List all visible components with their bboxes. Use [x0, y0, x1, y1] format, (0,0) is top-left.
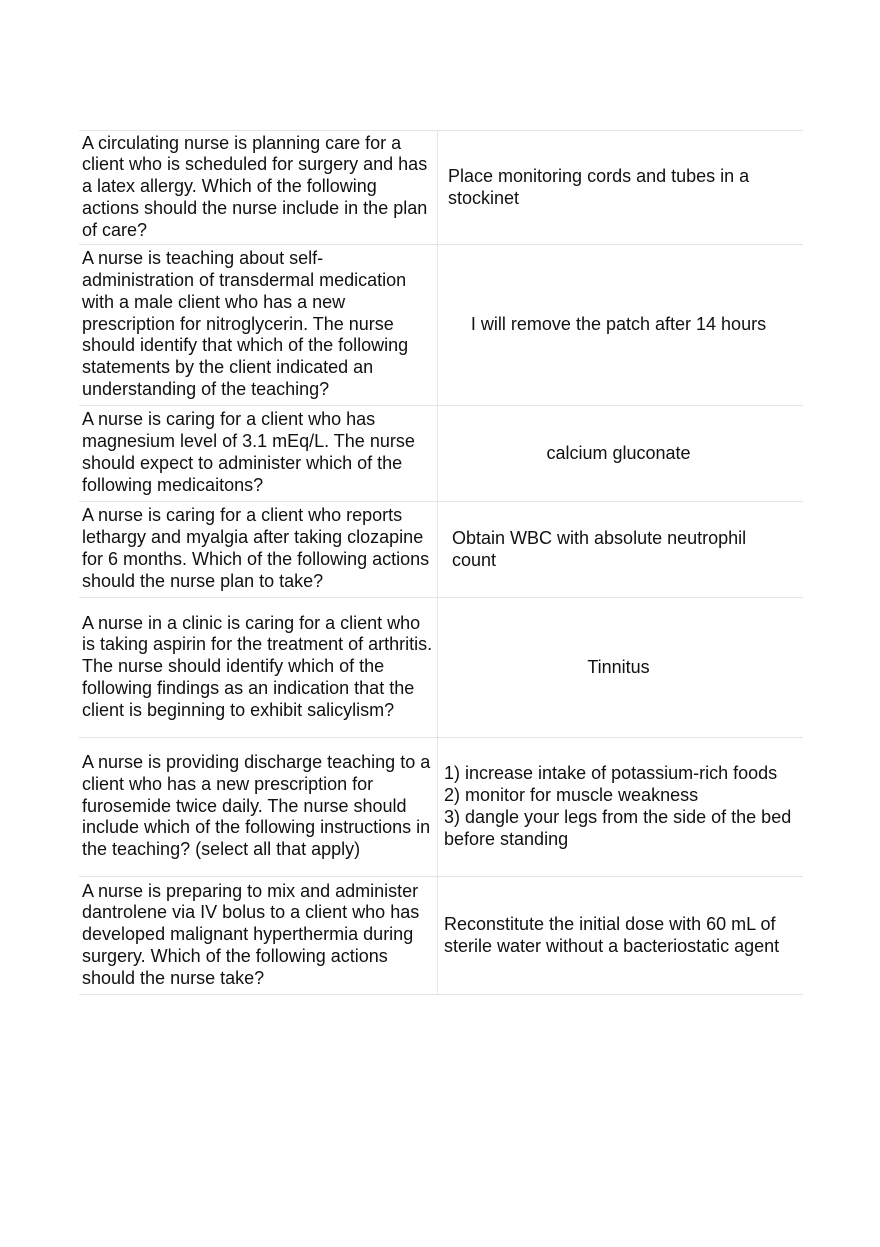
question-cell: A circulating nurse is planning care for a client who is scheduled for surgery and has a latex allergy. Which of the following actions should the nurse include in the plan of care?: [79, 131, 438, 245]
question-cell: A nurse in a clinic is caring for a client who is taking aspirin for the treatment of arthritis. The nurse should identify which of the following findings as an indication that the client is beginning to exhibit salicylism?: [79, 598, 438, 738]
answer-line: 3) dangle your legs from the side of the bed before standing: [444, 807, 792, 849]
flashcard-row: [79, 406, 803, 502]
answer-line: 1) increase intake of potassium-rich foods: [444, 763, 778, 784]
question-cell: A nurse is preparing to mix and administer dantrolene via IV bolus to a client who has developed malignant hyperthermia during surgery. Which of the following actions should the nurse take?: [79, 877, 438, 995]
answer-cell: Tinnitus: [587, 656, 650, 677]
flashcard-table: [79, 130, 803, 995]
answer-cell: [438, 738, 804, 877]
question-cell: A nurse is caring for a client who has magnesium level of 3.1 mEq/L. The nurse should expect to administer which of the following medicaitons?: [79, 406, 438, 502]
answer-cell: Obtain WBC with absolute neutrophil count: [452, 527, 747, 570]
flashcard-row: [79, 598, 803, 738]
answer-cell: calcium gluconate: [546, 442, 691, 463]
answer-cell: I will remove the patch after 14 hours: [470, 314, 767, 335]
question-cell: A nurse is providing discharge teaching to a client who has a new prescription for furosemide twice daily. The nurse should include which of the following instructions in the teaching? (select all that apply): [79, 738, 438, 877]
answer-line: 2) monitor for muscle weakness: [444, 785, 699, 806]
answer-cell: Reconstitute the initial dose with 60 mL of sterile water without a bacteriostatic agent: [444, 913, 780, 956]
flashcard-row: [79, 877, 803, 995]
flashcard-row: [79, 245, 803, 406]
flashcard-row: [79, 131, 803, 245]
answer-cell: Place monitoring cords and tubes in a stockinet: [448, 165, 750, 208]
question-cell: A nurse is teaching about self-administration of transdermal medication with a male client who has a new prescription for nitroglycerin. The nurse should identify that which of the following statements by the client indicated an understanding of the teaching?: [79, 245, 438, 406]
flashcard-row: [79, 738, 803, 877]
question-cell: A nurse is caring for a client who reports lethargy and myalgia after taking clozapine for 6 months. Which of the following actions should the nurse plan to take?: [79, 502, 438, 598]
flashcard-row: [79, 502, 803, 598]
